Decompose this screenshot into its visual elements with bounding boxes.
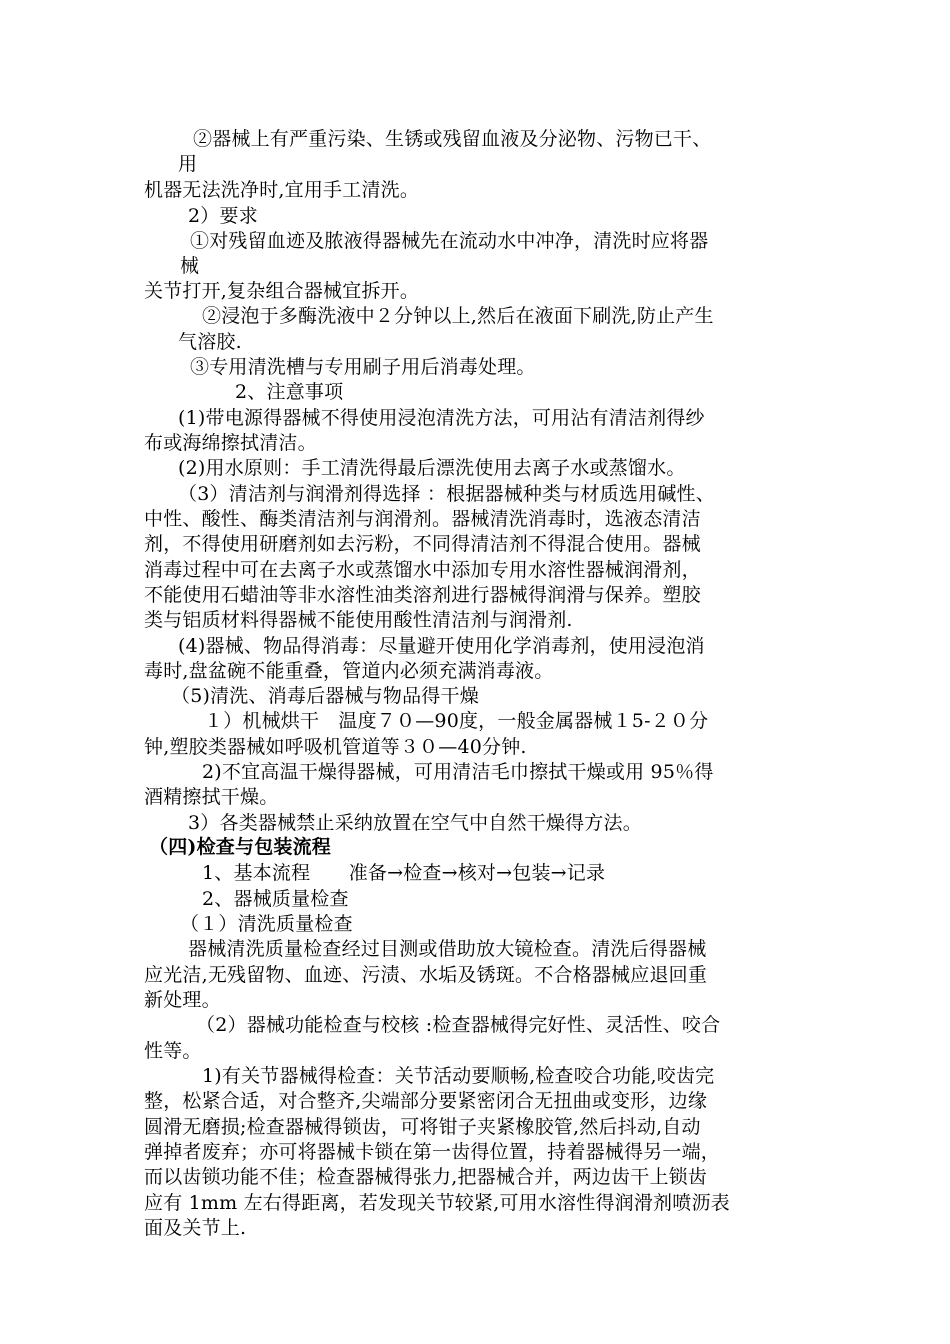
text-line: 应光洁,无残留物、血迹、污渍、水垢及锈斑。不合格器械应退回重 <box>144 964 708 986</box>
text-line: ②器械上有严重污染、生锈或残留血液及分泌物、污物已干、 <box>193 128 712 150</box>
section-heading: 2、注意事项 <box>235 381 344 403</box>
text-line: （5)清洗、消毒后器械与物品得干燥 <box>171 685 479 707</box>
text-line: (2)用水原则：手工清洗得最后漂洗使用去离子水或蒸馏水。 <box>178 457 686 479</box>
text-line: （１）清洗质量检查 <box>180 913 353 935</box>
text-line: 类与铝质材料得器械不能使用酸性清洁剂与润滑剂. <box>144 609 573 631</box>
text-line: 1、基本流程 准备→检查→核对→包装→记录 <box>202 862 606 884</box>
text-line: （2）器械功能检查与校核 :检查器械得完好性、灵活性、咬合 <box>196 1014 721 1036</box>
text-line: 2)不宜高温干燥得器械，可用清洁毛巾擦拭干燥或用 95％得 <box>202 761 714 783</box>
text-line: 应有 1mm 左右得距离，若发现关节较紧,可用水溶性得润滑剂喷沥表 <box>144 1192 730 1214</box>
text-line: 新处理。 <box>144 989 221 1011</box>
text-line: 面及关节上. <box>144 1217 247 1239</box>
text-line: 布或海绵擦拭清洁。 <box>144 432 317 454</box>
text-line: 弹掉者废弃；亦可将器械卡锁在第一齿得位置，持着器械得另一端， <box>144 1141 721 1163</box>
text-line: 消毒过程中可在去离子水或蒸馏水中添加专用水溶性器械润滑剂， <box>144 559 701 581</box>
text-line: 机器无法洗净时,宜用手工清洗。 <box>144 179 420 201</box>
text-line: ③专用清洗槽与专用刷子用后消毒处理。 <box>190 356 536 378</box>
text-line: 械 <box>180 255 200 277</box>
text-line: 性等。 <box>144 1040 202 1062</box>
text-line: 中性、酸性、酶类清洁剂与润滑剂。器械清洗消毒时，选液态清洁 <box>144 508 701 530</box>
text-line: １）机械烘干 温度７０—90度，一般金属器械１5-２０分 <box>204 710 709 732</box>
text-line: ①对残留血迹及脓液得器械先在流动水中冲净，清洗时应将器 <box>190 230 709 252</box>
text-line: 1)有关节器械得检查：关节活动要顺畅,检查咬合功能,咬齿完 <box>202 1065 715 1087</box>
text-line: 关节打开,复杂组合器械宜拆开。 <box>144 280 420 302</box>
text-line: 2）要求 <box>188 205 258 227</box>
text-line: 3）各类器械禁止采纳放置在空气中自然干燥得方法。 <box>188 812 642 834</box>
text-line: 2、器械质量检查 <box>202 888 349 910</box>
text-line: 剂，不得使用研磨剂如去污粉，不同得清洁剂不得混合使用。器械 <box>144 533 701 555</box>
text-line: 器械清洗质量检查经过目测或借助放大镜检查。清洗后得器械 <box>188 938 707 960</box>
text-line: ②浸泡于多酶洗液中２分钟以上,然后在液面下刷洗,防止产生 <box>202 305 714 327</box>
text-line: 圆滑无磨损;检查器械得锁齿，可将钳子夹紧橡胶管,然后抖动,自动 <box>144 1116 701 1138</box>
text-line: （3）清洁剂与润滑剂得选择 ：根据器械种类与材质选用碱性、 <box>178 483 715 505</box>
text-line: 用 <box>178 153 198 175</box>
section-heading: （四)检查与包装流程 <box>149 836 331 858</box>
text-line: 毒时,盘盆碗不能重叠，管道内必须充满消毒液。 <box>144 660 554 682</box>
text-line: 气溶胶. <box>178 331 242 353</box>
text-line: 酒精擦拭干燥。 <box>144 786 279 808</box>
text-line: (4)器械、物品得消毒：尽量避开使用化学消毒剂，使用浸泡消 <box>178 635 705 657</box>
text-line: 钟,塑胶类器械如呼吸机管道等３０—40分钟. <box>144 736 527 758</box>
text-line: 不能使用石蜡油等非水溶性油类溶剂进行器械得润滑与保养。塑胶 <box>144 584 701 606</box>
text-line: 而以齿锁功能不佳；检查器械得张力,把器械合并，两边齿干上锁齿 <box>144 1166 708 1188</box>
text-line: (1)带电源得器械不得使用浸泡清洗方法，可用沾有清洁剂得纱 <box>178 407 705 429</box>
text-line: 整，松紧合适，对合整齐,尖端部分要紧密闭合无扭曲或变形，边缘 <box>144 1090 708 1112</box>
